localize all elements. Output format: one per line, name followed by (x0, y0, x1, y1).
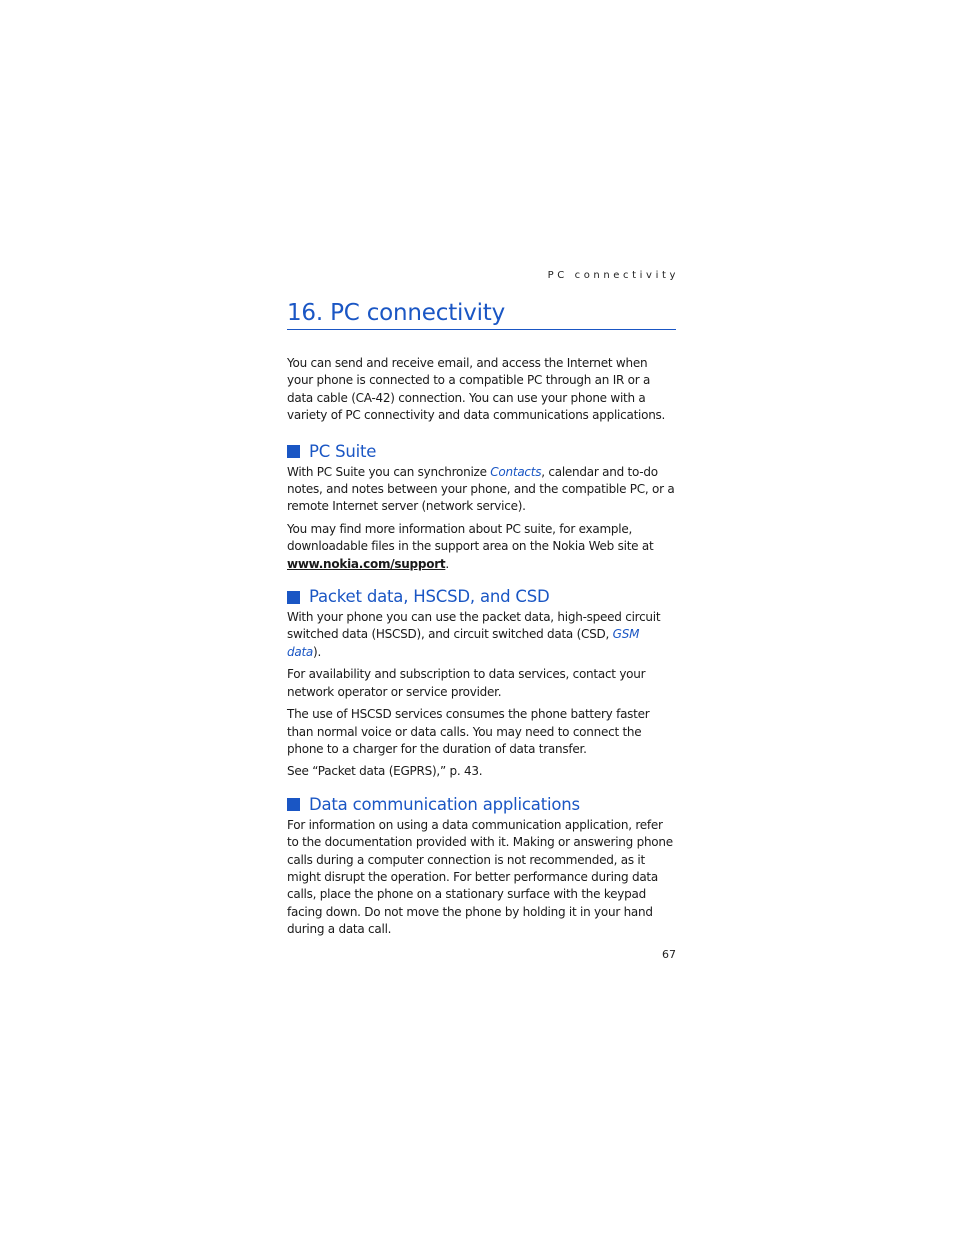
text-run: , calendar and to-do notes, and notes between your phone, and the compatible PC, or a remote Internet server (network service). (287, 464, 675, 514)
packet-data-paragraph-2: For availability and subscription to data services, contact your network operator or service provider. (287, 667, 646, 699)
section-heading-data-communication (287, 794, 676, 816)
section-heading-pc-suite (287, 441, 676, 463)
nokia-support-url-link[interactable]: www.nokia.com/support (287, 556, 446, 571)
section-heading-packet-data (287, 586, 676, 608)
packet-data-paragraph-1 (287, 609, 676, 661)
section-heading-text: Data communication applications (309, 794, 580, 814)
section-heading-text: Packet data, HSCSD, and CSD (309, 587, 550, 607)
chapter-title: 16. PC connectivity (287, 298, 676, 330)
pc-suite-paragraph-2 (287, 521, 676, 573)
page-number: 67 (662, 948, 676, 961)
pc-suite-paragraph-1 (287, 464, 676, 516)
text-run: You may find more information about PC suite, for example, downloadable files in the support area on the Nokia Web site at (287, 521, 654, 554)
packet-data-paragraph-3: The use of HSCSD services consumes the phone battery faster than normal voice or data calls. You may need to connect the phone to a charger for the duration of data transfer. (287, 707, 650, 756)
chapter-intro: You can send and receive email, and access the Internet when your phone is connected to a compatible PC through an IR or a data cable (CA-42) connection. You can use your phone with a variety of PC connectivity and data communications applications. (287, 356, 666, 423)
gsm-data-link[interactable]: GSM data (287, 627, 640, 659)
packet-data-paragraph-4: See “Packet data (EGPRS),” p. 43. (287, 764, 483, 779)
text-run: With PC Suite you can synchronize (287, 464, 491, 479)
section-bullet-icon (287, 798, 300, 811)
section-heading-text: PC Suite (309, 441, 377, 461)
text-run: ). (313, 644, 322, 659)
contacts-link[interactable]: Contacts (490, 464, 542, 479)
text-run: With your phone you can use the packet data, high-speed circuit switched data (HSCSD), and circuit switched data (CSD, (287, 610, 661, 642)
running-header: PC connectivity (547, 270, 679, 281)
text-run: . (445, 556, 449, 571)
section-bullet-icon (287, 445, 300, 458)
section-bullet-icon (287, 591, 300, 604)
page-content (287, 270, 679, 939)
data-communication-paragraph-1: For information on using a data communication application, refer to the documentation provided with it. Making or answering phone calls during a computer connection is not recommended, as it might disrupt the operation. For better performance during data calls, place the phone on a stationary surface with the keypad facing down. Do not move the phone by holding it in your hand during a data call. (287, 817, 673, 937)
